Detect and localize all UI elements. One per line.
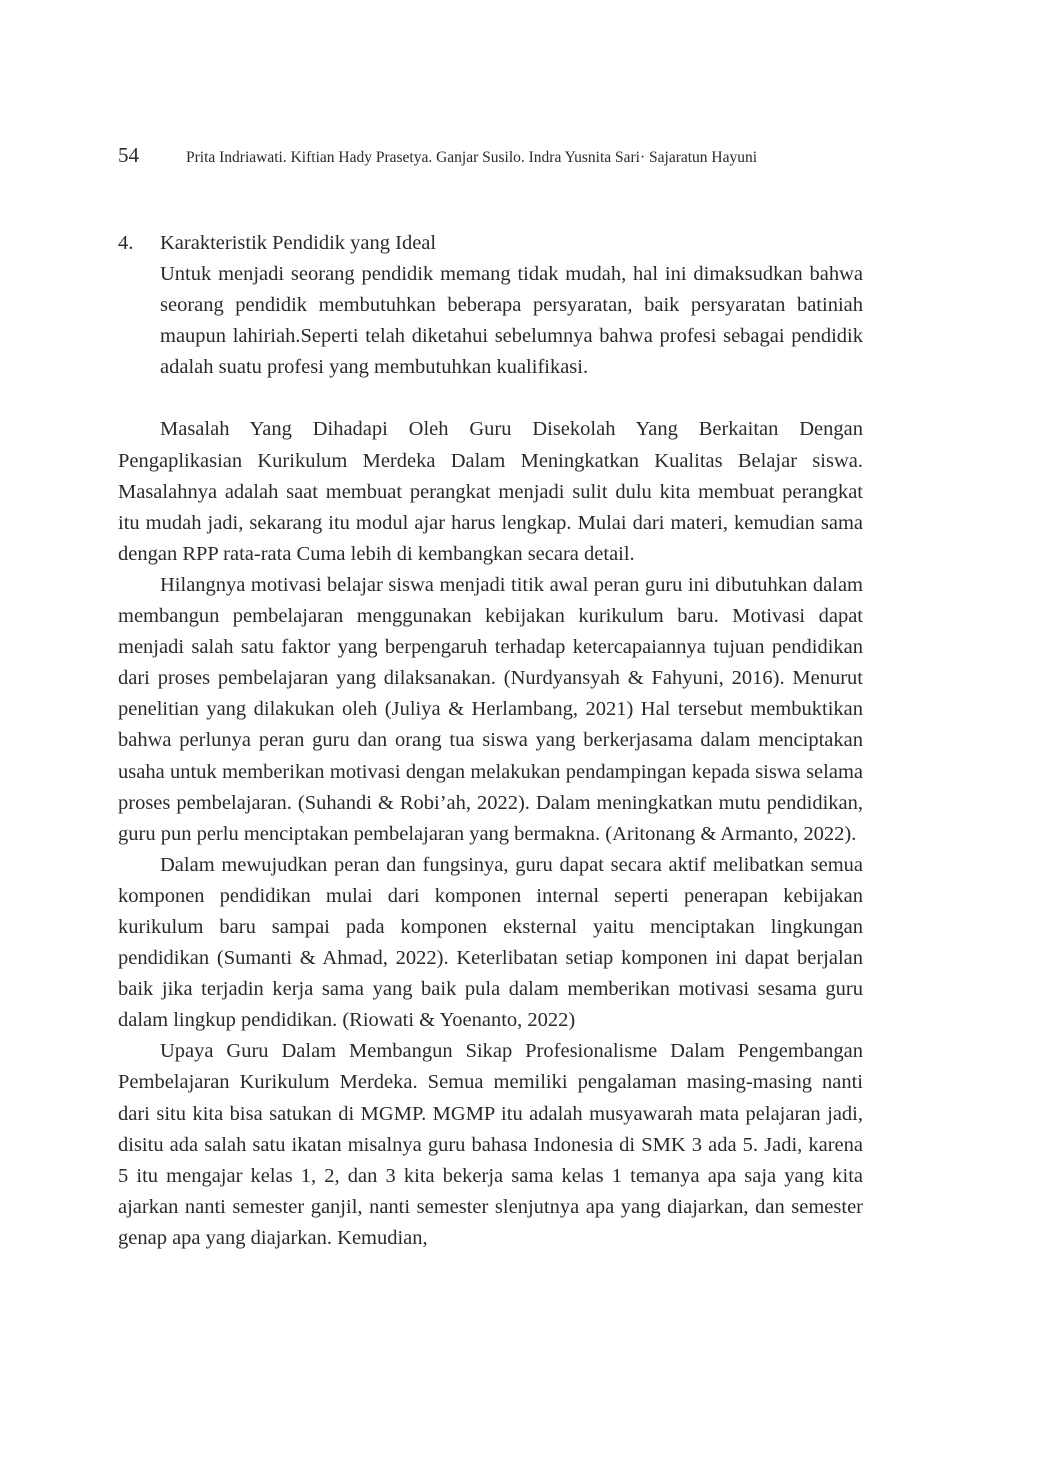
running-head	[118, 143, 863, 173]
section-paragraph: Untuk menjadi seorang pendidik memang tidak mudah, hal ini dimaksudkan bahwa seorang pendidik membutuhkan beberapa persyaratan, baik persyaratan batiniah maupun lahiriah.Seperti telah diketahui sebelumnya bahwa profesi sebagai pendidik adalah suatu profesi yang membutuhkan kualifikasi.	[160, 263, 863, 379]
body-paragraph-4: Upaya Guru Dalam Membangun Sikap Profesionalisme Dalam Pengembangan Pembelajaran Kurikulum Merdeka. Semua memiliki pengalaman masing-masing nanti dari situ kita bisa satukan di MGMP. MGMP itu adalah musyawarah mata pelajaran jadi, disitu ada salah satu ikatan misalnya guru bahasa Indonesia di SMK 3 ada 5. Jadi, karena 5 itu mengajar kelas 1, 2, dan 3 kita bekerja sama kelas 1 temanya apa saja yang kita ajarkan nanti semester ganjil, nanti semester slenjutnya apa yang diajarkan, dan semester genap apa yang diajarkan. Kemudian,	[118, 1040, 863, 1249]
section-body	[160, 228, 863, 383]
body-paragraph-2: Hilangnya motivasi belajar siswa menjadi titik awal peran guru ini dibutuhkan dalam membangun pembelajaran menggunakan kebijakan kurikulum baru. Motivasi dapat menjadi salah satu faktor yang berpengaruh terhadap ketercapaiannya tujuan pendidikan dari proses pembelajaran yang dilaksanakan. (Nurdyansyah & Fahyuni, 2016). Menurut penelitian yang dilakukan oleh (Juliya & Herlambang, 2021) Hal tersebut membuktikan bahwa perlunya peran guru dan orang tua siswa yang berkerjasama dalam menciptakan usaha untuk memberikan motivasi dengan melakukan pendampingan kepada siswa selama proses pembelajaran. (Suhandi & Robi’ah, 2022). Dalam meningkatkan mutu pendidikan, guru pun perlu menciptakan pembelajaran yang bermakna. (Aritonang & Armanto, 2022).	[118, 573, 863, 845]
section-number: 4.	[118, 232, 134, 254]
page-content	[118, 228, 863, 1254]
section-title: Karakteristik Pendidik yang Ideal	[160, 232, 437, 254]
running-head-authors: Prita Indriawati. Kiftian Hady Prasetya. Ganjar Susilo. Indra Yusnita Sari· Sajaratun Hayuni	[186, 149, 758, 166]
body-paragraph-1: Masalah Yang Dihadapi Oleh Guru Disekolah Yang Berkaitan Dengan Pengaplikasian Kurikulum Merdeka Dalam Meningkatkan Kualitas Belajar siswa. Masalahnya adalah saat membuat perangkat menjadi sulit dulu kita membuat perangkat itu mudah jadi, sekarang itu modul ajar harus lengkap. Mulai dari materi, kemudian sama dengan RPP rata-rata Cuma lebih di kembangkan secara detail.	[118, 418, 863, 565]
body-paragraph-3: Dalam mewujudkan peran dan fungsinya, guru dapat secara aktif melibatkan semua komponen pendidikan mulai dari komponen internal seperti penerapan kebijakan kurikulum baru sampai pada komponen eksternal yaitu menciptakan lingkungan pendidikan (Sumanti & Ahmad, 2022). Keterlibatan setiap komponen ini dapat berjalan baik jika terjadin kerja sama yang baik pula dalam memberikan motivasi sesama guru dalam lingkup pendidikan. (Riowati & Yoenanto, 2022)	[118, 853, 863, 1032]
section-4	[118, 228, 863, 383]
body-paragraphs	[118, 414, 863, 1254]
page-number: 54	[118, 143, 139, 167]
